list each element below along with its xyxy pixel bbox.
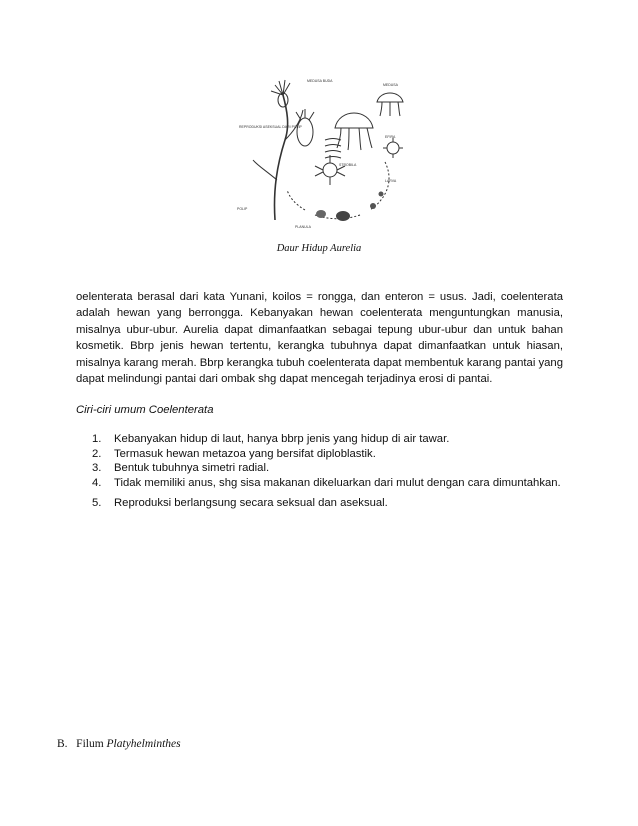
- section-heading: [57, 738, 181, 750]
- label-planula: PLANULA: [295, 225, 311, 229]
- list-item: [92, 461, 563, 476]
- list-item: [92, 476, 563, 491]
- list-number: 5.: [92, 497, 102, 509]
- section-prefix: Filum: [76, 738, 104, 750]
- section-letter: B.: [57, 738, 68, 750]
- list-item: [92, 447, 563, 462]
- label-medusa-buda: MEDUSA BUDA: [307, 79, 333, 83]
- list-number: 3.: [92, 462, 102, 474]
- figure-caption: Daur Hidup Aurelia: [276, 243, 362, 254]
- label-polip: POLIP: [237, 207, 248, 211]
- section-name: Platyhelminthes: [106, 738, 181, 750]
- list-item: [92, 496, 563, 511]
- label-larva: LARVA: [385, 179, 397, 183]
- list-text: Reproduksi berlangsung secara seksual dan aseksual.: [114, 497, 388, 509]
- list-number: 1.: [92, 433, 102, 445]
- list-text: Termasuk hewan metazoa yang bersifat diploblastik.: [114, 447, 376, 460]
- label-medusa: MEDUSA: [383, 83, 398, 87]
- label-strobila: STROBILA: [339, 163, 357, 167]
- list-text: Bentuk tubuhnya simetri radial.: [114, 462, 270, 474]
- label-efira: EFIRA: [385, 135, 396, 139]
- list-text: Kebanyakan hidup di laut, hanya bbrp jenis yang hidup di air tawar.: [114, 433, 450, 445]
- list-number: 2.: [92, 447, 102, 460]
- body-paragraph: oelenterata berasal dari kata Yunani, koilos = rongga, dan enteron = usus. Jadi, coelenterata adalah hewan yang berrongga. Kebanyakan hewan coelenterata menguntungkan manusia, misalnya ubur-ubur. Aurelia dapat dimanfaatkan sebagai tepung ubur-ubur dan untuk bahan kosmetik. Bbrp jenis hewan tertentu, kerangka tubuhnya dapat dimanfaatkan untuk hiasan, misalnya karang merah. Bbrp kerangka tubuh coelenterata dapat membentuk karang pantai yang dapat melindungi pantai dari ombak shg dapat mencegah terjadinya erosi di pantai.: [76, 291, 563, 386]
- label-reproduksi: REPRODUKSI ASEKSUAL DARI POLIP: [239, 125, 302, 129]
- list-number: 4.: [92, 476, 102, 489]
- list-text: Tidak memiliki anus, shg sisa makanan dikeluarkan dari mulut dengan cara dimuntahkan.: [114, 476, 561, 489]
- list-item: [92, 432, 563, 447]
- aurelia-life-cycle-diagram: [235, 70, 413, 232]
- characteristics-list: [92, 432, 563, 511]
- list-heading: Ciri-ciri umum Coelenterata: [76, 404, 214, 416]
